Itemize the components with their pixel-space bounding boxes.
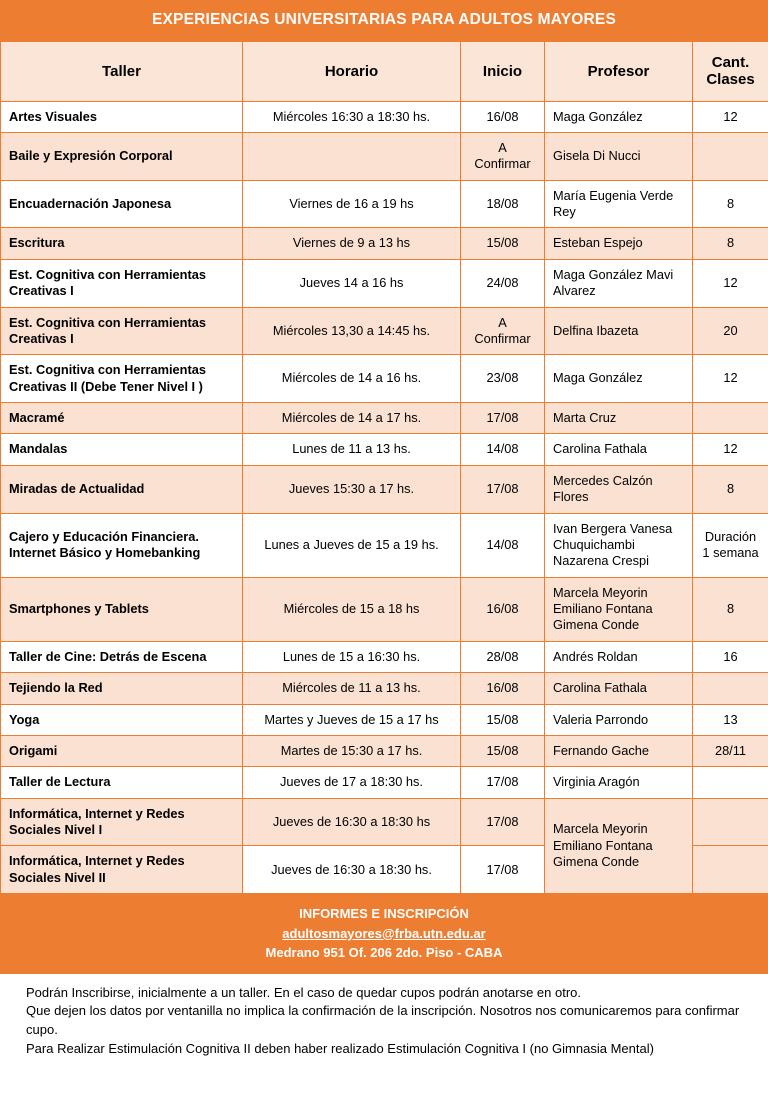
table-row [1,673,768,704]
cell-horario: Miércoles de 11 a 13 hs. [243,673,461,704]
cell-profesor: Maga González [545,101,693,132]
cell-profesor: María Eugenia Verde Rey [545,180,693,228]
cell-taller: Tejiendo la Red [1,673,243,704]
cell-inicio: 17/08 [461,465,545,513]
cell-inicio: 17/08 [461,846,545,894]
cell-horario: Miércoles de 14 a 16 hs. [243,355,461,403]
table-row [1,767,768,798]
cell-horario: Miércoles 16:30 a 18:30 hs. [243,101,461,132]
cell-horario: Jueves de 16:30 a 18:30 hs [243,798,461,846]
cell-inicio: 18/08 [461,180,545,228]
cell-cantidad: 8 [693,228,768,259]
table-body [1,101,768,894]
cell-horario: Lunes de 11 a 13 hs. [243,434,461,465]
cell-profesor: Maga González Mavi Alvarez [545,259,693,307]
cell-cantidad: 12 [693,434,768,465]
cell-horario: Viernes de 16 a 19 hs [243,180,461,228]
cell-taller: Macramé [1,403,243,434]
cell-taller: Taller de Cine: Detrás de Escena [1,641,243,672]
cell-horario: Jueves 15:30 a 17 hs. [243,465,461,513]
column-header-cantidad-clases: Cant. Clases [693,42,768,102]
cell-taller: Encuadernación Japonesa [1,180,243,228]
cell-cantidad: 12 [693,259,768,307]
table-row [1,307,768,355]
cell-horario: Viernes de 9 a 13 hs [243,228,461,259]
table-row [1,513,768,577]
table-row [1,798,768,846]
cell-inicio: 14/08 [461,434,545,465]
cell-horario: Miércoles de 15 a 18 hs [243,577,461,641]
cell-taller: Est. Cognitiva con Herramientas Creativas I [1,307,243,355]
cell-inicio: 17/08 [461,767,545,798]
note-line-1: Podrán Inscribirse, inicialmente a un taller. En el caso de quedar cupos podrán anotarse en otro. [26,984,582,1000]
cell-inicio: 17/08 [461,798,545,846]
page-title: EXPERIENCIAS UNIVERSITARIAS PARA ADULTOS MAYORES [0,0,768,41]
cell-taller: Escritura [1,228,243,259]
cell-inicio: 23/08 [461,355,545,403]
cell-horario: Jueves 14 a 16 hs [243,259,461,307]
cell-inicio: 16/08 [461,673,545,704]
cell-cantidad [693,403,768,434]
cell-taller: Taller de Lectura [1,767,243,798]
cell-horario: Lunes de 15 a 16:30 hs. [243,641,461,672]
cell-cantidad [693,798,768,846]
cell-inicio: 17/08 [461,403,545,434]
notes-section [0,974,768,1059]
cell-horario: Miércoles 13,30 a 14:45 hs. [243,307,461,355]
cell-horario: Miércoles de 14 a 17 hs. [243,403,461,434]
cell-inicio: 28/08 [461,641,545,672]
cell-cantidad [693,132,768,180]
cell-taller: Artes Visuales [1,101,243,132]
cell-profesor: Marcela Meyorin Emiliano Fontana Gimena Conde [545,577,693,641]
cell-inicio: 14/08 [461,513,545,577]
table-row [1,132,768,180]
column-header-profesor: Profesor [545,42,693,102]
cell-profesor: Gisela Di Nucci [545,132,693,180]
cell-profesor: Maga González [545,355,693,403]
cell-taller: Origami [1,735,243,766]
cell-horario: Jueves de 17 a 18:30 hs. [243,767,461,798]
table-row [1,403,768,434]
workshops-table [0,41,768,894]
cell-taller: Est. Cognitiva con Herramientas Creativas I [1,259,243,307]
cell-profesor: Virginia Aragón [545,767,693,798]
note-line-3: Para Realizar Estimulación Cognitiva II deben haber realizado Estimulación Cognitiva I (no Gimnasia Mental) [26,1041,654,1057]
cell-inicio: 16/08 [461,101,545,132]
cell-inicio: 24/08 [461,259,545,307]
cell-taller: Informática, Internet y Redes Sociales Nivel I [1,798,243,846]
table-row [1,735,768,766]
cell-cantidad [693,846,768,894]
cell-cantidad: 13 [693,704,768,735]
cell-profesor: Ivan Bergera Vanesa Chuquichambi Nazarena Crespi [545,513,693,577]
cell-profesor: Delfina Ibazeta [545,307,693,355]
cell-profesor: Marcela Meyorin Emiliano Fontana Gimena Conde [545,798,693,894]
table-row [1,641,768,672]
cell-horario [243,132,461,180]
table-row [1,434,768,465]
cell-cantidad: 8 [693,577,768,641]
table-row [1,355,768,403]
cell-cantidad: 12 [693,101,768,132]
cell-taller: Miradas de Actualidad [1,465,243,513]
cell-profesor: Carolina Fathala [545,434,693,465]
footer-address: Medrano 951 Of. 206 2do. Piso - CABA [265,945,503,961]
table-header-row [1,42,768,102]
cell-taller: Baile y Expresión Corporal [1,132,243,180]
column-header-inicio: Inicio [461,42,545,102]
cell-inicio: A Confirmar [461,307,545,355]
cell-cantidad: 16 [693,641,768,672]
cell-taller: Mandalas [1,434,243,465]
cell-taller: Cajero y Educación Financiera. Internet Básico y Homebanking [1,513,243,577]
table-row [1,228,768,259]
cell-cantidad [693,767,768,798]
cell-taller: Est. Cognitiva con Herramientas Creativas II (Debe Tener Nivel I ) [1,355,243,403]
cell-profesor: Valeria Parrondo [545,704,693,735]
footer-heading: INFORMES E INSCRIPCIÓN [299,906,469,922]
cell-profesor: Andrés Roldan [545,641,693,672]
cell-inicio: 15/08 [461,228,545,259]
table-row [1,101,768,132]
cell-horario: Lunes a Jueves de 15 a 19 hs. [243,513,461,577]
cell-profesor: Marta Cruz [545,403,693,434]
column-header-horario: Horario [243,42,461,102]
cell-inicio: 15/08 [461,735,545,766]
cell-horario: Martes de 15:30 a 17 hs. [243,735,461,766]
contact-footer [0,894,768,974]
cell-taller: Yoga [1,704,243,735]
cell-profesor: Fernando Gache [545,735,693,766]
cell-cantidad: 8 [693,180,768,228]
cell-inicio: 15/08 [461,704,545,735]
cell-profesor: Mercedes Calzón Flores [545,465,693,513]
cell-taller: Informática, Internet y Redes Sociales Nivel II [1,846,243,894]
cell-cantidad: 12 [693,355,768,403]
cell-cantidad: 8 [693,465,768,513]
cell-inicio: 16/08 [461,577,545,641]
cell-cantidad: Duración 1 semana [693,513,768,577]
cell-cantidad: 28/11 [693,735,768,766]
cell-horario: Jueves de 16:30 a 18:30 hs. [243,846,461,894]
contact-email-link[interactable]: adultosmayores@frba.utn.edu.ar [282,925,486,941]
note-line-2: Que dejen los datos por ventanilla no implica la confirmación de la inscripción. Nosotros nos comunicaremos para confirmar cupo. [26,1003,740,1038]
column-header-taller: Taller [1,42,243,102]
cell-horario: Martes y Jueves de 15 a 17 hs [243,704,461,735]
cell-cantidad [693,673,768,704]
table-row [1,180,768,228]
table-row [1,577,768,641]
table-row [1,465,768,513]
cell-profesor: Carolina Fathala [545,673,693,704]
cell-cantidad: 20 [693,307,768,355]
cell-inicio: A Confirmar [461,132,545,180]
table-row [1,704,768,735]
cell-taller: Smartphones y Tablets [1,577,243,641]
cell-profesor: Esteban Espejo [545,228,693,259]
table-row [1,259,768,307]
